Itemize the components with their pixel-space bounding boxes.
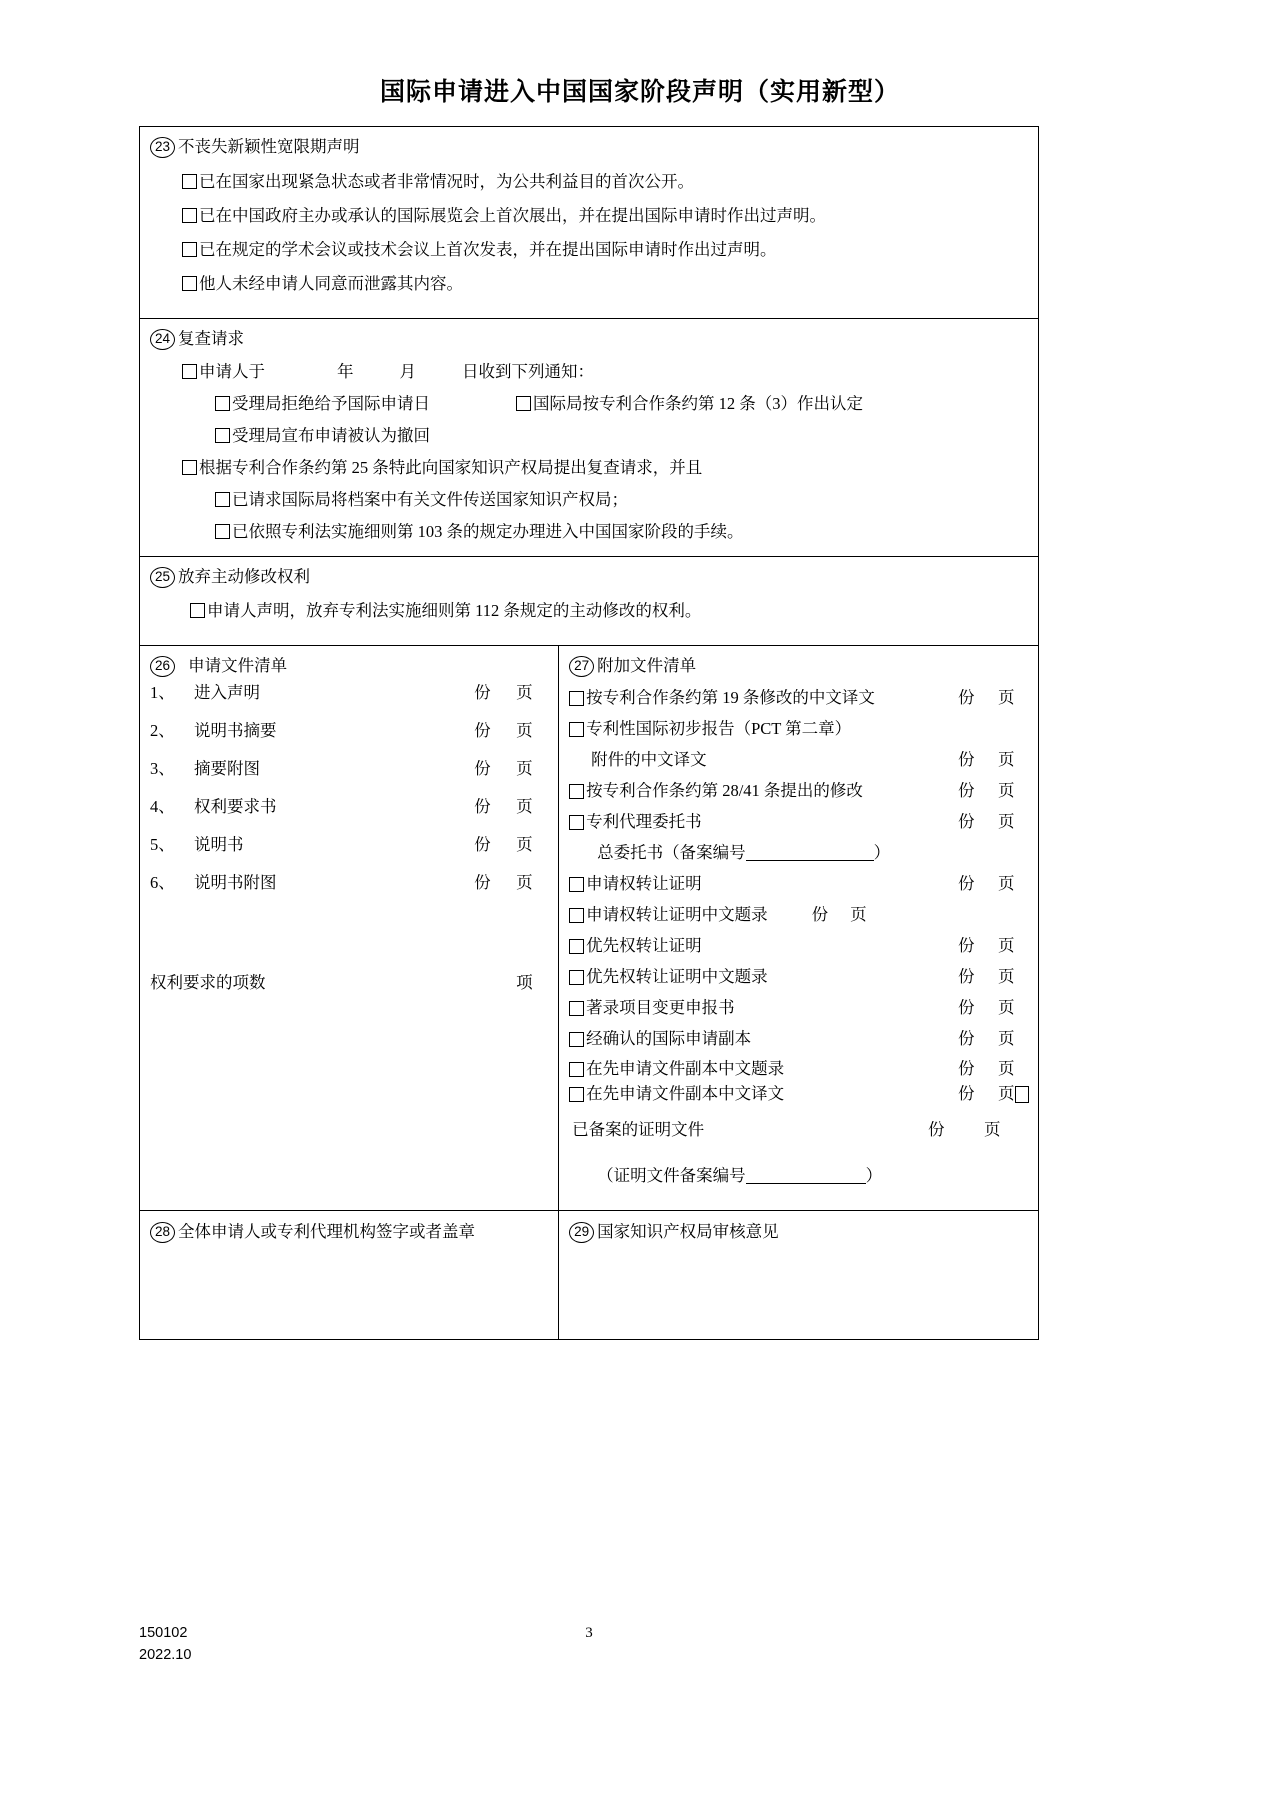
checkbox-row-23-3[interactable] (182, 237, 1028, 262)
checkbox-label: 已在中国政府主办或承认的国际展览会上首次展出，并在提出国际申请时作出过声明。 (199, 206, 826, 225)
page-footer (139, 1622, 1039, 1666)
pages-unit: 页 (516, 835, 533, 854)
section-number-badge: 23 (150, 137, 175, 158)
row-number: 6、 (150, 873, 175, 892)
doc-list-row (150, 871, 550, 895)
checkbox-icon[interactable] (569, 877, 584, 892)
checkbox-row-23-2[interactable] (182, 203, 1028, 228)
section-23-novelty-grace-period (140, 127, 1038, 319)
section-25-title: 放弃主动修改权利 (178, 567, 310, 586)
section-26-heading (150, 653, 550, 679)
section-number-badge: 25 (150, 567, 175, 588)
filing-number-input[interactable] (746, 845, 874, 861)
row-number: 4、 (150, 797, 175, 816)
spacer (150, 623, 1028, 633)
pages-unit: 页 (998, 781, 1015, 800)
pages-unit: 页 (998, 1029, 1015, 1048)
checkbox-row-23-1[interactable] (182, 169, 1028, 194)
checkbox-row-24-applicant-date[interactable] (182, 359, 1028, 384)
checkbox-label: 受理局拒绝给予国际申请日 (232, 394, 430, 413)
checkbox-icon[interactable] (569, 1087, 584, 1102)
row-label: 优先权转让证明 (586, 936, 702, 955)
checkbox-icon[interactable] (215, 492, 230, 507)
copies-unit: 份 (958, 750, 975, 769)
filed-certificate-row (569, 1118, 1030, 1142)
checkbox-row-24-sub-1[interactable] (215, 487, 1028, 512)
checkbox-icon[interactable] (182, 460, 197, 475)
checkbox-row-24-notice-2[interactable] (215, 423, 1028, 448)
page-title: 国际申请进入中国国家阶段声明（实用新型） (379, 77, 900, 106)
copies-unit: 份 (958, 1084, 975, 1103)
items-unit: 项 (516, 973, 533, 992)
pages-unit: 页 (516, 683, 533, 702)
row-label: 按专利合作条约第 28/41 条提出的修改 (586, 781, 863, 800)
checkbox-icon[interactable] (569, 908, 584, 923)
additional-doc-row[interactable] (569, 1027, 1030, 1051)
section-28-applicant-signature[interactable] (140, 1211, 559, 1339)
copies-unit: 份 (474, 683, 491, 702)
pages-unit: 页 (984, 1120, 1001, 1139)
row-label: 在先申请文件副本中文译文 (586, 1084, 785, 1103)
copies-unit: 份 (958, 781, 975, 800)
checkbox-label: 根据专利合作条约第 25 条特此向国家知识产权局提出复查请求，并且 (199, 458, 703, 477)
checkbox-icon[interactable] (569, 815, 584, 830)
section-29-heading (569, 1219, 1030, 1245)
checkbox-icon[interactable] (569, 1001, 584, 1016)
general-power-suffix: ） (873, 843, 891, 862)
checkbox-icon[interactable] (182, 174, 197, 189)
pages-unit: 页 (998, 936, 1015, 955)
row-label: 已备案的证明文件 (572, 1120, 705, 1139)
row-number: 3、 (150, 759, 175, 778)
section-24-review-request (140, 319, 1038, 557)
additional-doc-row[interactable] (569, 779, 1030, 803)
doc-list-row (150, 833, 550, 857)
checkbox-icon[interactable] (569, 970, 584, 985)
row-label: 在先申请文件副本中文题录 (586, 1059, 785, 1078)
pages-unit: 页 (998, 998, 1015, 1017)
doc-list-row (150, 719, 550, 743)
checkbox-icon[interactable] (182, 242, 197, 257)
copies-unit: 份 (958, 874, 975, 893)
year-label: 年 (337, 362, 354, 381)
pages-unit: 页 (516, 759, 533, 778)
copies-unit: 份 (958, 1029, 975, 1048)
checkbox-label: 他人未经申请人同意而泄露其内容。 (199, 274, 463, 293)
day-label: 日收到下列通知： (462, 362, 594, 381)
checkbox-icon[interactable] (215, 396, 230, 411)
checkbox-label: 受理局宣布申请被认为撤回 (232, 426, 430, 445)
additional-doc-row[interactable] (569, 934, 1030, 958)
row-label: 说明书附图 (194, 873, 277, 892)
pages-unit: 页 (998, 874, 1015, 893)
checkbox-icon[interactable] (569, 722, 584, 737)
section-28-heading (150, 1219, 550, 1245)
checkbox-icon[interactable] (215, 524, 230, 539)
additional-doc-row[interactable] (569, 903, 1030, 927)
section-26-application-documents (140, 646, 559, 1210)
copies-unit: 份 (958, 688, 975, 707)
month-label: 月 (399, 362, 416, 381)
copies-unit: 份 (928, 1120, 945, 1139)
spacer (569, 1188, 1030, 1202)
section-27-title: 附加文件清单 (597, 656, 697, 675)
checkbox-row-25-1[interactable] (190, 598, 1028, 623)
section-28-title: 全体申请人或专利代理机构签字或者盖章 (178, 1222, 475, 1241)
copies-unit: 份 (958, 1059, 975, 1078)
checkbox-icon[interactable] (182, 276, 197, 291)
row-label: 专利性国际初步报告（PCT 第二章） (586, 719, 852, 738)
row-label: 按专利合作条约第 19 条修改的中文译文 (586, 688, 875, 707)
pages-unit: 页 (516, 873, 533, 892)
section-25-waive-amendment (140, 557, 1038, 646)
checkbox-row-24-sub-2[interactable] (215, 519, 1028, 544)
section-number-badge: 29 (569, 1222, 594, 1243)
section-number-badge: 28 (150, 1222, 175, 1243)
row-label: 优先权转让证明中文题录 (586, 967, 768, 986)
doc-list-row (150, 795, 550, 819)
additional-doc-row[interactable] (569, 686, 1030, 710)
row-label: 说明书摘要 (194, 721, 277, 740)
certificate-filing-number-row[interactable] (569, 1164, 1030, 1188)
pages-unit: 页 (516, 721, 533, 740)
checkbox-icon[interactable] (182, 364, 197, 379)
row-label: 专利代理委托书 (586, 812, 702, 831)
checkbox-row-24-notice-pair-1[interactable] (215, 391, 1028, 416)
checkbox-icon[interactable] (215, 428, 230, 443)
section-number-badge: 27 (569, 656, 594, 677)
pages-unit: 页 (998, 1084, 1015, 1103)
copies-unit: 份 (958, 967, 975, 986)
checkbox-icon[interactable] (569, 939, 584, 954)
form-code: 150102 (139, 1625, 188, 1641)
doc-list-row (150, 681, 550, 705)
section-27-heading (569, 653, 1030, 679)
row-number: 5、 (150, 835, 175, 854)
checkbox-icon[interactable] (569, 691, 584, 706)
copies-unit: 份 (811, 905, 829, 924)
cert-filing-number-input[interactable] (746, 1168, 866, 1184)
checkbox-label: 已在规定的学术会议或技术会议上首次发表，并在提出国际申请时作出过声明。 (199, 240, 777, 259)
checkbox-icon[interactable] (182, 208, 197, 223)
pages-unit: 页 (998, 812, 1015, 831)
claims-count-row (150, 971, 550, 995)
section-24-heading (150, 326, 1028, 352)
pages-unit: 页 (998, 750, 1015, 769)
section-26-title: 申请文件清单 (188, 656, 288, 675)
copies-unit: 份 (474, 721, 491, 740)
row-label: 著录项目变更申报书 (586, 998, 735, 1017)
row-label: 说明书 (194, 835, 244, 854)
row-label: 权利要求书 (194, 797, 277, 816)
section-25-heading (150, 564, 1028, 590)
checkbox-label: 已请求国际局将档案中有关文件传送国家知识产权局； (232, 490, 628, 509)
additional-doc-row (569, 748, 1030, 772)
section-29-office-review[interactable] (559, 1211, 1038, 1339)
copies-unit: 份 (958, 936, 975, 955)
doc-list-row (150, 757, 550, 781)
section-24-title: 复查请求 (178, 329, 244, 348)
section-27-additional-documents (559, 646, 1038, 1210)
checkbox-icon[interactable] (569, 1062, 584, 1077)
section-23-heading (150, 134, 1028, 160)
copies-unit: 份 (474, 873, 491, 892)
checkbox-label: 已依照专利法实施细则第 103 条的规定办理进入中国国家阶段的手续。 (232, 522, 744, 541)
copies-unit: 份 (474, 835, 491, 854)
additional-doc-row[interactable] (569, 1082, 1030, 1106)
copies-unit: 份 (474, 797, 491, 816)
checkbox-row-24-request[interactable] (182, 455, 1028, 480)
section-number-badge: 26 (150, 656, 175, 677)
document-lists-area (140, 646, 1038, 1211)
claims-count-label: 权利要求的项数 (150, 973, 266, 992)
pages-unit: 页 (516, 797, 533, 816)
pages-unit: 页 (850, 905, 867, 924)
row-label: 进入声明 (194, 683, 260, 702)
row-number: 2、 (150, 721, 175, 740)
checkbox-icon[interactable] (569, 1032, 584, 1047)
row-label: 附件的中文译文 (591, 750, 707, 769)
copies-unit: 份 (474, 759, 491, 778)
row-number: 1、 (150, 683, 175, 702)
pages-unit: 页 (998, 967, 1015, 986)
checkbox-icon[interactable] (569, 784, 584, 799)
additional-doc-row[interactable] (569, 965, 1030, 989)
page-number: 3 (585, 1625, 593, 1641)
pages-unit: 页 (998, 688, 1015, 707)
applicant-received-prefix: 申请人于 (199, 362, 265, 381)
row-label: 申请权转让证明 (586, 874, 702, 893)
extra-checkbox-icon[interactable] (1015, 1086, 1029, 1103)
checkbox-icon[interactable] (516, 396, 531, 411)
row-label: 经确认的国际申请副本 (586, 1029, 752, 1048)
section-number-badge: 24 (150, 329, 175, 350)
signature-area (140, 1211, 1038, 1340)
cert-number-prefix: （证明文件备案编号 (597, 1166, 746, 1185)
row-label: 摘要附图 (194, 759, 260, 778)
pages-unit: 页 (998, 1059, 1015, 1078)
checkbox-label: 已在国家出现紧急状态或者非常情况时，为公共利益目的首次公开。 (199, 172, 694, 191)
general-power-of-attorney-row[interactable] (569, 841, 1030, 865)
checkbox-label: 申请人声明，放弃专利法实施细则第 112 条规定的主动修改的权利。 (207, 601, 702, 620)
cert-number-suffix: ） (865, 1166, 883, 1185)
additional-doc-row[interactable] (569, 810, 1030, 834)
spacer (150, 296, 1028, 306)
patent-form-table (139, 126, 1039, 1340)
additional-doc-row[interactable] (569, 996, 1030, 1020)
additional-doc-row[interactable] (569, 872, 1030, 896)
checkbox-icon[interactable] (190, 603, 205, 618)
checkbox-row-23-4[interactable] (182, 271, 1028, 296)
checkbox-label: 国际局按专利合作条约第 12 条（3）作出认定 (533, 394, 863, 413)
section-29-title: 国家知识产权局审核意见 (597, 1222, 779, 1241)
general-power-label: 总委托书（备案编号 (597, 843, 746, 862)
row-label: 申请权转让证明中文题录 (586, 905, 768, 924)
copies-unit: 份 (958, 812, 975, 831)
copies-unit: 份 (958, 998, 975, 1017)
additional-doc-row[interactable] (569, 717, 1030, 741)
section-23-title: 不丧失新颖性宽限期声明 (178, 137, 360, 156)
form-version-date: 2022.10 (139, 1647, 192, 1663)
additional-doc-row[interactable] (569, 1057, 1030, 1081)
